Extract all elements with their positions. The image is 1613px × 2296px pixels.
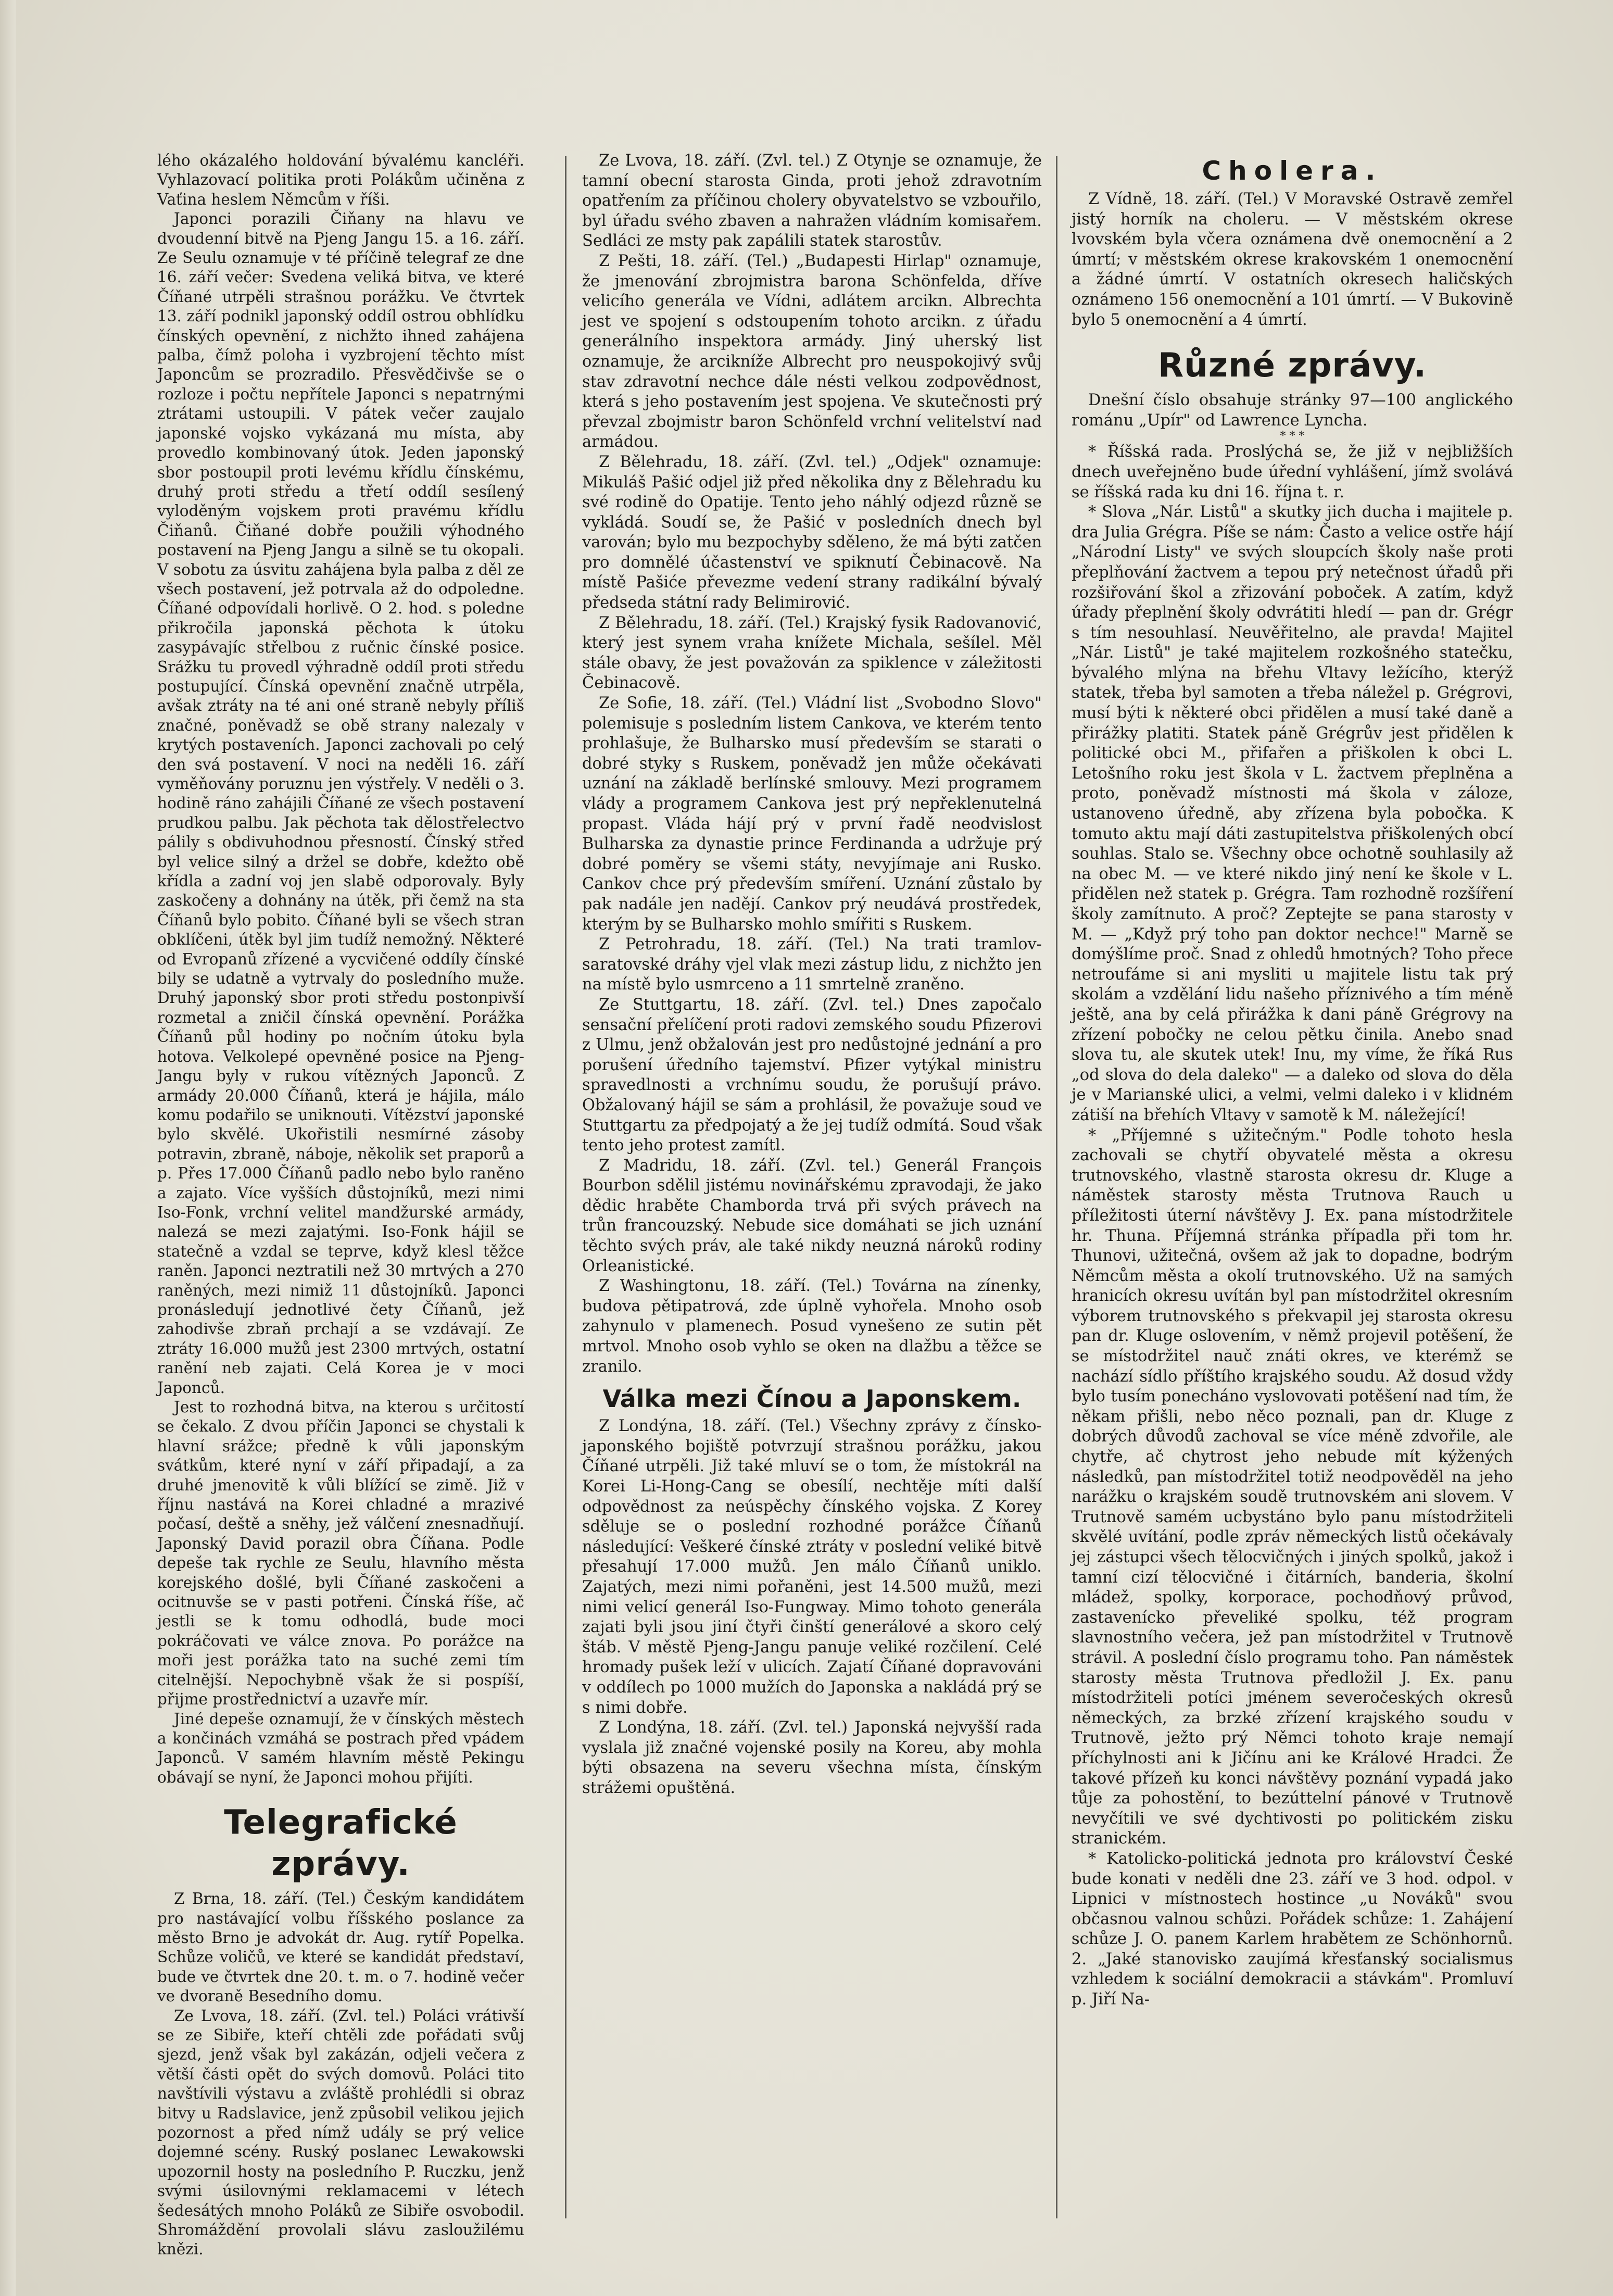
paragraph: Jest to rozhodná bitva, na kterou s určitostí se čekalo. Z dvou příčin Japonci se chystali k hlavní srážce; předně k vůli japonským svátkům, které nyní v září připadají, a za druhé jmenovitě k vůli blížící se zimě. Již v říjnu nastává na Korei chladné a mrazivé počasí, deště a sněhy, jež válčení znesnadňují. Japonský David porazil obra Číňana. Podle depeše tak rychle ze Seulu, hlavního města korejského došlé, byli Číňané zaskočeni a ocitnuvše se v pasti potřeni. Čínská říše, ač jestli se k tomu odhodlá, bude moci pokráčovati ve válce znova. Po porážce na moři jest porážka tato na suché zemi tím citelnější. Nepochybně však že si pospíší, přijme prostřednictví a uzavře mír. (157, 1398, 524, 1709)
paragraph: Ze Lvova, 18. září. (Zvl. tel.) Z Otynje se oznamuje, že tamní obecní starosta Ginda, proti jehož zdravotním opatřením za příčinou cholery obyvatelstvo se vzbouřilo, byl úřadu svého zbaven a nahražen vládním komisařem. Sedláci ze msty pak zapálili statek starostův. (582, 152, 1042, 250)
paragraph: * „Příjemné s užitečným." Podle tohoto hesla zachovali se chytří obyvatelé města a okresu trutnovského, vlastně starosta okresu dr. Kluge a náměstek starosty města Trutnova Rauch u příležitosti úterní návštěvy J. Ex. pana místodržitele hr. Thuna. Příjemná stránka případla při tom hr. Thunovi, užitečná, ovšem až jak to dopadne, bodrým Němcům města a okolí trutnovského. Už na samých hranicích okresu uvítán byl pan místodržitel okresním výborem trutnovského s překvapil jej starosta okresu pan dr. Kluge oslovením, v němž projevil potěšení, že se místodržitel nauč znáti okres, ve kterémž se nachází sídlo příštího krajského soudu. Až dosud vždy bylo tusím ponecháno vyslovovati potěšení nad tím, že někam přišli, nebo něco poznali, pan dr. Kluge z dobrých důvodů zachoval se více méně zdvořile, ale chytře, ač chytrost jeho nebude mít kýžených následků, pan místodržitel totiž neodpověděl na jeho narážku o krajském soudě trutnovském ani slovem. V Trutnově samém ucbystáno bylo panu místodržiteli skvělé uvítání, podle zpráv německých listů očekávaly jej zástupci všech tělocvičných i jiných spolků, jakož i tamní cizí tělocvičné i čitárních, banderia, školní mládež, spolky, korporace, pochodňový průvod, zastavenícko převeliké spolku, též program slavnostního večera, jež pan místodržitel v Trutnově strávil. A poslední číslo programu toho. Pan náměstek starosty města Trutnova předložil J. Ex. panu místodržiteli potíci jménem severočeských okresů německých, za brzké zřízení krajského soudu v Trutnově, ježto prý Němci tohoto kraje nemají příchylnosti ani k Jičínu ani ke Králové Hradci. Že takové přízeň ku konci návštěvy poznání vypadá jako tůje za pohostění, to bezúttelní pánové v Trutnově nevyčítili ve své dychtivosti po politickém zisku stranickém. (1072, 1126, 1513, 1848)
paragraph: Z Bělehradu, 18. září. (Tel.) Krajský fysik Radovanović, který jest synem vraha knížete Michala, sešílel. Měl stále obavy, že jest považován za spiklence v záležitosti Čebinacově. (582, 613, 1042, 693)
paragraph: Z Brna, 18. září. (Tel.) Českým kandidátem pro nastávající volbu říšského poslance za město Brno je advokát dr. Aug. rytíř Popelka. Schůze voličů, ve které se kandidát představí, bude ve čtvrtek dne 20. t. m. o 7. hodině večer ve dvoraně Besedního domu. (157, 1890, 524, 2005)
paragraph: Dnešní číslo obsahuje stránky 97—100 anglického románu „Upír" od Lawrence Lyncha. (1072, 391, 1513, 430)
paragraph: * Slova „Nár. Listů" a skutky jich ducha i majitele p. dra Julia Grégra. Píše se nám: Často a velice ostře hájí „Národní Listy" ve svých sloupcích školy naše proti přeplňování žactvem a tepou prý netečnost úřadů při rozšiřování škol a zřizování poboček. A zatím, když úřady přeplnění školy odvrátiti hledí — pan dr. Grégr s tím nesouhlasí. Neuvěřitelno, ale pravda! Majitel „Nár. Listů" je také majitelem rozkošného statečku, bývalého mlýna na břehu Vltavy ležícího, kterýž statek, třeba byl samoten a třeba náležel p. Grégrovi, musí býti k některé obci přidělen a musí také daně a přirážky platiti. Statek páně Grégrův jest přidělen k politické obci M., přifařen a přiškolen k obci L. Letošního roku jest škola v L. žactvem přeplněna a proto, poněvadž místnosti má škola v záloze, ustanoveno úředně, aby zřízena byla pobočka. K tomuto aktu mají dáti zastupitelstva přiškolených obcí souhlas. Stalo se. Všechny obce ochotně souhlasily až na obec M. — ve které nikdo jiný není ke škole v L. přidělen než statek p. Grégra. Tam rozhodně rozšíření školy zamítnuto. A proč? Zeptejte se pana starosty v M. — „Když prý toho pan doktor nechce!" Marně se domýšlíme proč. Snad z ohledů hmotných? Toho přece netroufáme si ani mysliti u majitele listu tak prý skolám a vzdělání lidu našeho příznivého a tím méně ještě, ana by celá přirážka k dani páně Grégrovy na zřízení pobočky ne celou pětku činila. Anebo snad slova tu, ale skutek utek! Inu, my víme, že říká Rus „od slova do dela daleko" — a daleko od slova do děla je v Marianské ulici, a velmi, velmi daleko i v klidném zátiší na břehích Vltavy v samotě k M. náležející! (1072, 503, 1513, 1124)
war-heading: Válka mezi Čínou a Japonskem. (602, 1385, 1022, 1413)
paragraph: Z Washingtonu, 18. září. (Tel.) Továrna na zínenky, budova pětipatrová, zde úplně vyhořela. Mnoho osob zahynulo v plamenech. Posud vynešeno ze sutin pět mrtvol. Mnoho osob vyhlo se oken na dlažbu a těžce se zranilo. (582, 1277, 1042, 1376)
paragraph: Z Pešti, 18. září. (Tel.) „Budapesti Hirlap" oznamuje, že jmenování zbrojmistra barona Schönfelda, dříve velicího generála ve Vídni, adlátem arcikn. Albrechta jest ve spojení s odstoupením tohoto arcikn. z úřadu generálního inspektora armády. Jiný uherský list oznamuje, že arcikníže Albrecht pro neuspokojivý svůj stav zdravotní nechce dále nésti velkou zodpovědnost, která s jeho postavením jest spojena. Ve skutečnosti prý převzal zbojmistr baron Schönfeld vrchní velitelství nad armádou. (582, 252, 1042, 451)
paragraph: Japonci porazili Čiňany na hlavu ve dvoudenní bitvě na Pjeng Jangu 15. a 16. září. Ze Seulu oznamuje v té příčině telegraf ze dne 16. září večer: Svedena veliká bitva, ve které Číňané utrpěli strašnou porážku. Ve čtvrtek 13. září podnikl japonský oddíl ostrou obhlídku čínských opevnění, z nichžto ihned zahájena palba, čímž poloha i vyzbrojení těchto míst Japoncům se prozradilo. Přesvědčivše se o rozloze i počtu nepřítele Japonci s nepatrnými ztrátami ustoupili. V pátek večer zaujalo japonské vojsko vykázaná mu místa, aby provedlo kombinovaný útok. Jeden japonský sbor postoupil proti levému křídlu čínskému, druhý proti středu a třetí oddíl sesílený vyloděným vojskem proti pravému křídlu Čiňanů. Čiňané dobře použili výhodného postavení na Pjeng Jangu a silně se tu okopali. V sobotu za úsvitu zahájena byla palba z děl ze všech postavení, jež potrvala až do odpoledne. Číňané odpovídali horlivě. O 2. hod. s poledne přikročila japonská pěchota k útoku zasypávajíc střelbou z ručnic čínské posice. Srážku tu provedl výhradně oddíl proti středu postupující. Čínská opevnění značně utrpěla, avšak ztráty na té ani oné straně nebyly příliš značné, poněvadž se obě strany nalezaly v krytých postaveních. Japonci zachovali po celý den svá postavení. V noci na neděli 16. září vyměňovány poruznu jen výstřely. V neděli o 3. hodině ráno zahájili Číňané ze všech postavení prudkou palbu. Jak pěchota tak dělostřelectvo pálily s obdivuhodnou přesností. Čínský střed byl velice silný a držel se dobře, kdežto obě křídla a zadní voj jen slabě odporovaly. Byly zaskočeny a dohnány na útěk, při čemž na sta Číňanů bylo pobito. Číňané byli se všech stran obklíčeni, útěk byl jim tudíž nemožný. Některé od Evropanů zřízené a vycvičené oddíly čínské bily se udatně a vytrvaly do posledního muže. Druhý japonský sbor proti středu postonpivší rozmetal a zničil čínská opevnění. Porážka Číňanů půl hodiny po nočním útoku byla hotova. Velkolepé opevněné posice na Pjeng-Jangu byly v rukou vítězných Japonců. Z armády 20.000 Číňanů, která je hájila, málo komu podařilo se uniknouti. Vítězství japonské bylo skvělé. Ukořistili nesmírné zásoby potravin, zbraně, náboje, několik set praporů a p. Přes 17.000 Číňanů padlo nebo bylo raněno a zajato. Více vyšších důstojníků, mezi nimi Iso-Fonk, vrchní velitel mandžurské armády, nalezá se mezi zajatými. Iso-Fonk hájil se statečně a vzdal se teprve, když klesl těžce raněn. Japonci neztratili než 30 mrtvých a 270 raněných, mezi nimiž 11 důstojníků. Japonci pronásledují jednotlivé čety Číňanů, jež zahodivše zbraň prchají a se vzdávají. Ze ztráty 16.000 mužů jest 2300 mrtvých, ostatní ranění neb zajati. Celá Korea je v moci Japonců. (157, 210, 524, 1397)
paragraph: Ze Lvova, 18. září. (Zvl. tel.) Poláci vrátivší se ze Sibiře, kteří chtěli zde pořádati svůj sjezd, jenž však byl zakázán, odjeli večera z větší části opět do svých domovů. Poláci tito navštívili výstavu a zvláště prohlédli si obraz bitvy u Radslavice, jenž způsobil velikou jejich pozornost a před nímž udály se prý velice dojemné scény. Ruský poslanec Lewakowski upozornil hosty na posledního P. Ruczku, jenž svými úsilovnými reklamacemi v létech šedesátých mnoho Poláků ze Sibiře osvobodil. Shromáždění provolali slávu zasloužilému knězi. (157, 2006, 524, 2259)
column-right (1072, 151, 1513, 2010)
column-rule-right (1056, 156, 1057, 2218)
paragraph: Z Londýna, 18. září. (Zvl. tel.) Japonská nejvyšší rada vyslala již značné vojenské posily na Koreu, aby mohla býti obsazena na severu všechna místa, čínským strážemi opuštěná. (582, 1718, 1042, 1797)
paragraph: Z Petrohradu, 18. září. (Tel.) Na trati tramlov-saratovské dráhy vjel vlak mezi zástup lidu, z nichžto jen na místě bylo usmrceno a 11 smrtelně zraněno. (582, 935, 1042, 994)
paragraph: Z Bělehradu, 18. září. (Zvl. tel.) „Odjek" oznamuje: Mikuláš Pašić odjel již před několika dny z Bělehradu ku své rodině do Opatije. Tento jeho náhlý odjezd různě se vykládá. Soudí se, že Pašić v posledních dnech byl varován; bylo mu bezpochyby sděleno, že má býti zatčen pro domnělé účastenství ve spiknutí Čebinacově. Na místě Pašiće převezme vedení strany radikální bývalý předseda státní rady Belimirović. (582, 453, 1042, 612)
telegraph-heading: Telegrafické zprávy. (224, 1803, 458, 1884)
column-rule-left (565, 156, 566, 2218)
paragraph: * Katolicko-politická jednota pro království České bude konati v neděli dne 23. září ve 3 hod. odpol. v Lipnici v místnostech hostince „u Nováků" svou občasnou valnou schůzi. Pořádek schůze: 1. Zahájení schůze J. O. panem Karlem hrabětem ze Schönhornů. 2. „Jaké stanovisko zaujímá křesťanský socialismus vzhledem k sociální demokracii a stávkám". Promluví p. Jiří Na- (1072, 1849, 1513, 2009)
paragraph: Ze Sofie, 18. září. (Tel.) Vládní list „Svobodno Slovo" polemisuje s posledním listem Cankova, ve kterém tento prohlašuje, že Bulharsko musí především se starati o dobré styky s Ruskem, poněvadž jen může očekávati uznání na základě berlínské smlouvy. Mezi programem vlády a programem Cankova jest prý nepřeklenutelná propast. Vláda hájí prý v první řadě neodvislost Bulharska za dynastie prince Ferdinanda a udržuje prý dobré poměry se všemi státy, nevyjímaje ani Rusko. Cankov chce prý především smíření. Uznání zůstalo by pak nadále jen nadějí. Cankov prý neudává prostředek, kterým by se Bulharsko mohlo smířiti s Ruskem. (582, 694, 1042, 934)
paragraph: Z Madridu, 18. září. (Zvl. tel.) Generál François Bourbon sdělil jistému novinářskému zpravodaji, že jako dědic hraběte Chamborda trvá při svých právech na trůn francouzský. Nebude sice domáhati se jich uznání těchto svých práv, ale také nikdy neuzná nároků rodiny Orleanistické. (582, 1156, 1042, 1275)
paragraph: Ze Stuttgartu, 18. září. (Zvl. tel.) Dnes započalo sensační přelíčení proti radovi zemského soudu Pfizerovi z Ulmu, jenž obžalován jest pro nedůstojné jednání a pro porušení úředního tajemství. Pfizer vytýkal ministru spravedlnosti a vrchnímu soudu, že porušují právo. Obžalovaný hájil se sám a prohlásil, že považuje soud ve Stuttgartu za předpojatý a že jej tudíž odmítá. Soud však tento jeho protest zamítl. (582, 995, 1042, 1155)
misc-heading: Různé zprávy. (1157, 346, 1427, 385)
page-edge-shadow (0, 0, 16, 2296)
section-stars: * * * (1280, 430, 1305, 443)
paragraph: Jiné depeše oznamují, že v čínských městech a končinách vzmáhá se postrach před vpádem Japonců. V samém hlavním městě Pekingu obávají se nyní, že Japonci mohou přijíti. (157, 1710, 524, 1786)
column-left (157, 151, 524, 2260)
paragraph: Z Londýna, 18. září. (Tel.) Všechny zprávy z čínsko-japonského bojiště potvrzují strašnou porážku, jakou Číňané utrpěli. Již také mluví se o tom, že místokrál na Korei Li-Hong-Cang se obesílí, nechtěje míti další odpovědnost za neúspěchy čínského vojska. Z Korey sděluje se o poslední rozhodné porážce Číňanů následující: Veškeré čínské ztráty v poslední veliké bitvě přesahují 17.000 mužů. Jen málo Číňanů uniklo. Zajatých, mezi nimi pořaněni, jest 14.500 mužů, mezi nimi velicí generál Iso-Fungway. Mimo tohoto generála zajati byli jsou jiní čtyři činští generálové a skoro celý štáb. V městě Pjeng-Jangu panuje veliké rozčilení. Celé hromady pušek leží v ulicích. Zajatí Číňané dopravováni v oddílech po 1000 mužích do Japonska a nakládá prý se s nimi dobře. (582, 1417, 1042, 1717)
paragraph: lého okázalého holdování bývalému kancléři. Vyhlazovací politika proti Polákům učiněna z Vaťina heslem Němcům v říši. (157, 152, 524, 208)
paragraph: Z Vídně, 18. září. (Tel.) V Moravské Ostravě zemřel jistý horník na choleru. — V městském okrese lvovském byla včera oznámena dvě onemocnění a 2 úmrtí; v městském okrese krakovském 1 onemocnění a žádné úmrtí. V ostatních okresech haličských oznámeno 156 onemocnění a 101 úmrtí. — V Bukovině bylo 5 onemocnění a 4 úmrtí. (1072, 190, 1513, 329)
column-middle (582, 151, 1042, 1799)
paragraph: * Říšská rada. Proslýchá se, že již v nejbližších dnech uveřejněno bude úřední vyhlášení, jímž svolává se říšská rada ku dni 16. října t. r. (1072, 443, 1513, 501)
cholera-heading: Cholera. (1202, 156, 1383, 186)
